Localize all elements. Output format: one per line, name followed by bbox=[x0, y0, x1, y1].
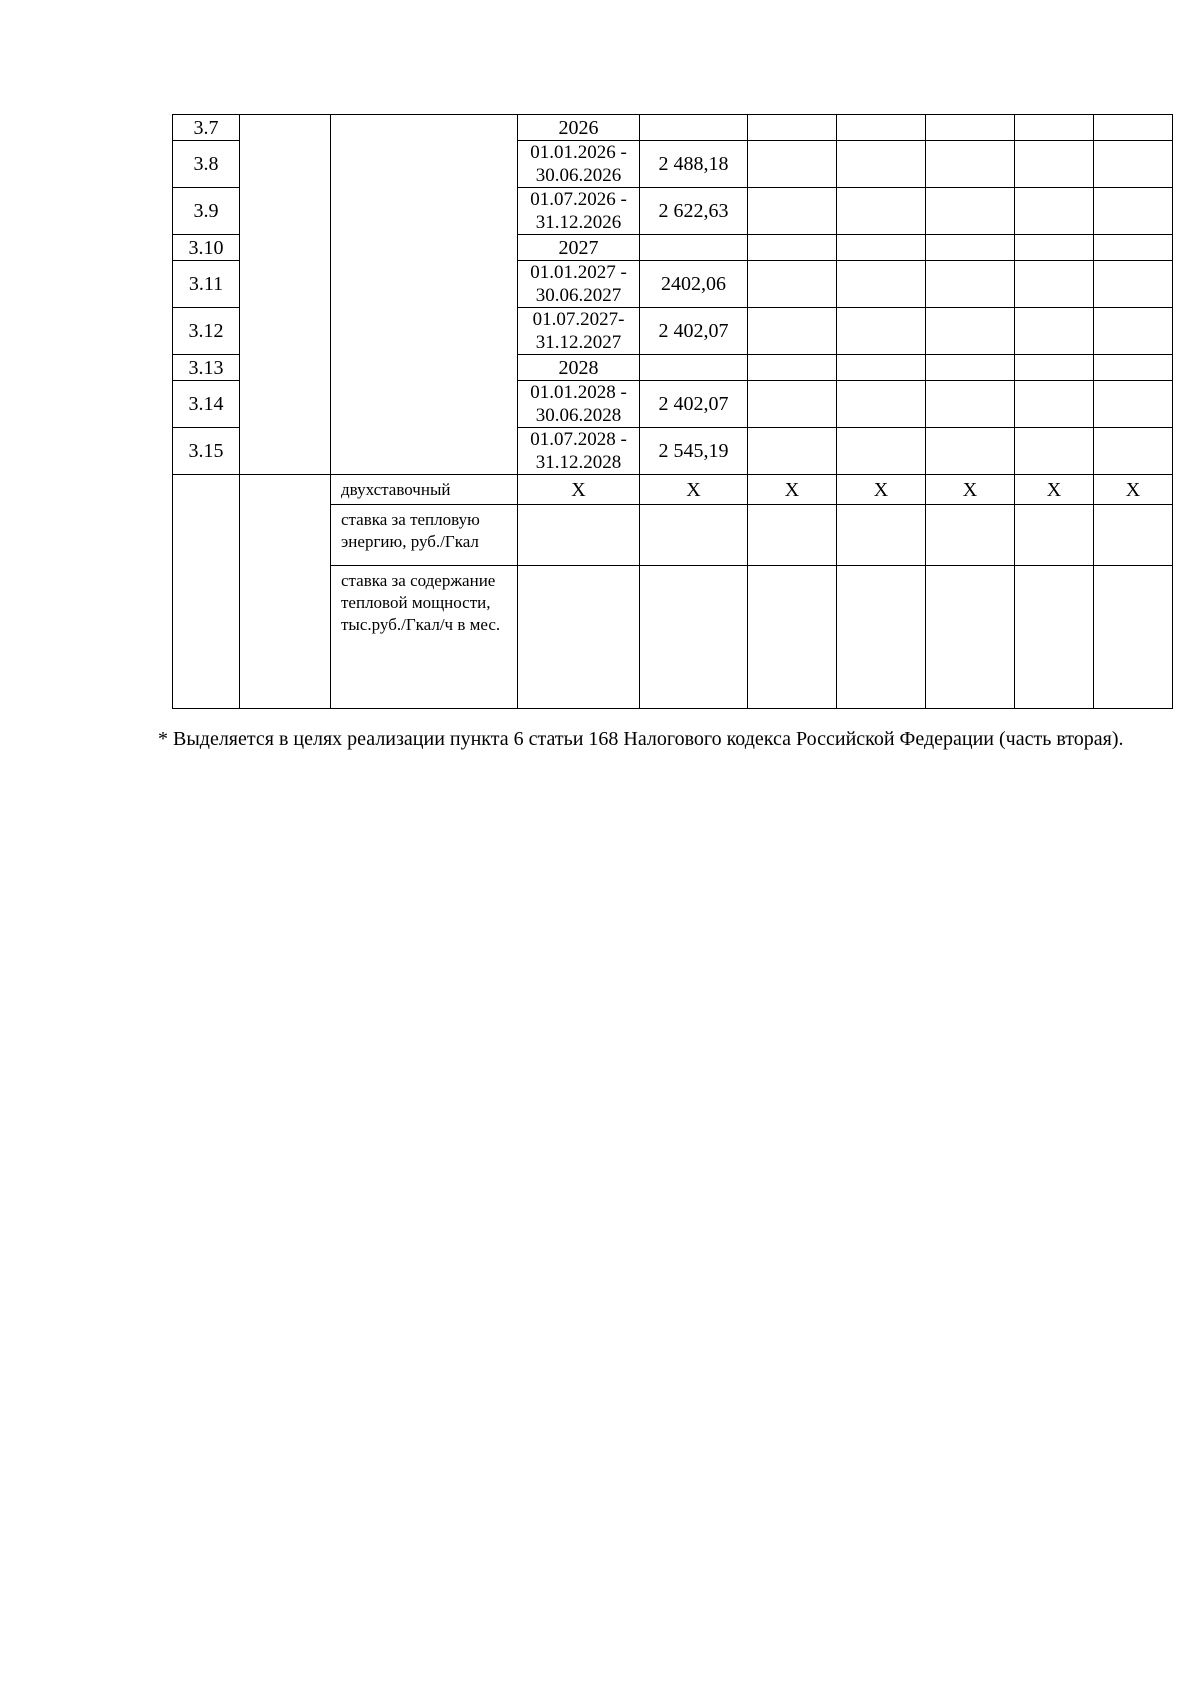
empty-cell bbox=[926, 235, 1015, 261]
empty-cell bbox=[1094, 381, 1173, 428]
empty-cell bbox=[640, 505, 748, 566]
empty-cell bbox=[926, 566, 1015, 709]
empty-cell bbox=[518, 505, 640, 566]
tariff-table bbox=[172, 114, 1173, 709]
empty-cell bbox=[748, 566, 837, 709]
empty-cell bbox=[748, 355, 837, 381]
empty-cell bbox=[926, 115, 1015, 141]
row-number: 3.10 bbox=[173, 235, 240, 261]
blank-cell bbox=[331, 115, 518, 475]
empty-cell bbox=[837, 308, 926, 355]
period-cell: 01.01.2027 - 30.06.2027 bbox=[518, 261, 640, 308]
empty-cell bbox=[1094, 566, 1173, 709]
empty-cell bbox=[640, 566, 748, 709]
empty-cell bbox=[1015, 566, 1094, 709]
value-cell: 2 545,19 bbox=[640, 428, 748, 475]
empty-cell bbox=[926, 428, 1015, 475]
two-rate-row bbox=[173, 475, 1173, 505]
x-mark: X bbox=[640, 475, 748, 505]
x-mark: X bbox=[926, 475, 1015, 505]
period-cell: 2027 bbox=[518, 235, 640, 261]
row-number: 3.12 bbox=[173, 308, 240, 355]
empty-cell bbox=[748, 188, 837, 235]
empty-cell bbox=[837, 141, 926, 188]
row-number: 3.9 bbox=[173, 188, 240, 235]
x-mark: X bbox=[748, 475, 837, 505]
two-rate-label: двухставочный bbox=[331, 475, 518, 505]
empty-cell bbox=[1015, 141, 1094, 188]
value-cell: 2402,06 bbox=[640, 261, 748, 308]
empty-cell bbox=[518, 566, 640, 709]
empty-cell bbox=[926, 141, 1015, 188]
empty-cell bbox=[1094, 355, 1173, 381]
empty-cell bbox=[926, 308, 1015, 355]
empty-cell bbox=[748, 505, 837, 566]
blank-cell bbox=[240, 475, 331, 709]
empty-cell bbox=[748, 141, 837, 188]
empty-cell bbox=[926, 355, 1015, 381]
row-number: 3.7 bbox=[173, 115, 240, 141]
empty-cell bbox=[1094, 235, 1173, 261]
x-mark: X bbox=[518, 475, 640, 505]
empty-cell bbox=[1015, 308, 1094, 355]
empty-cell bbox=[1094, 505, 1173, 566]
value-cell: 2 622,63 bbox=[640, 188, 748, 235]
value-cell bbox=[640, 235, 748, 261]
empty-cell bbox=[1015, 428, 1094, 475]
x-mark: X bbox=[1094, 475, 1173, 505]
empty-cell bbox=[837, 261, 926, 308]
empty-cell bbox=[1015, 261, 1094, 308]
row-number: 3.13 bbox=[173, 355, 240, 381]
value-cell: 2 402,07 bbox=[640, 381, 748, 428]
row-number: 3.8 bbox=[173, 141, 240, 188]
empty-cell bbox=[748, 428, 837, 475]
empty-cell bbox=[748, 381, 837, 428]
empty-cell bbox=[748, 235, 837, 261]
empty-cell bbox=[1015, 235, 1094, 261]
blank-cell bbox=[240, 115, 331, 475]
row-number: 3.15 bbox=[173, 428, 240, 475]
table-row bbox=[173, 115, 1173, 141]
empty-cell bbox=[837, 355, 926, 381]
empty-cell bbox=[1094, 308, 1173, 355]
period-cell: 01.07.2026 - 31.12.2026 bbox=[518, 188, 640, 235]
period-cell: 01.01.2028 - 30.06.2028 bbox=[518, 381, 640, 428]
empty-cell bbox=[748, 115, 837, 141]
value-cell bbox=[640, 115, 748, 141]
empty-cell bbox=[837, 381, 926, 428]
value-cell: 2 488,18 bbox=[640, 141, 748, 188]
empty-cell bbox=[1015, 188, 1094, 235]
energy-rate-label: ставка за тепловую энергию, руб./Гкал bbox=[331, 505, 518, 566]
empty-cell bbox=[926, 261, 1015, 308]
empty-cell bbox=[748, 261, 837, 308]
empty-cell bbox=[837, 505, 926, 566]
period-cell: 01.07.2028 - 31.12.2028 bbox=[518, 428, 640, 475]
empty-cell bbox=[926, 381, 1015, 428]
empty-cell bbox=[1094, 261, 1173, 308]
period-cell: 2026 bbox=[518, 115, 640, 141]
empty-cell bbox=[1015, 381, 1094, 428]
empty-cell bbox=[1015, 505, 1094, 566]
x-mark: X bbox=[837, 475, 926, 505]
period-cell: 01.07.2027- 31.12.2027 bbox=[518, 308, 640, 355]
empty-cell bbox=[837, 188, 926, 235]
value-cell: 2 402,07 bbox=[640, 308, 748, 355]
value-cell bbox=[640, 355, 748, 381]
row-number: 3.14 bbox=[173, 381, 240, 428]
footnote: * Выделяется в целях реализации пункта 6 статьи 168 Налогового кодекса Российской Федерации (часть вторая). bbox=[158, 728, 1124, 750]
empty-cell bbox=[1094, 428, 1173, 475]
row-number: 3.11 bbox=[173, 261, 240, 308]
empty-cell bbox=[1094, 188, 1173, 235]
empty-cell bbox=[837, 235, 926, 261]
empty-cell bbox=[926, 505, 1015, 566]
period-cell: 2028 bbox=[518, 355, 640, 381]
empty-cell bbox=[837, 115, 926, 141]
empty-cell bbox=[1094, 115, 1173, 141]
empty-cell bbox=[837, 566, 926, 709]
blank-cell bbox=[173, 475, 240, 709]
x-mark: X bbox=[1015, 475, 1094, 505]
empty-cell bbox=[748, 308, 837, 355]
power-rate-label: ставка за содержание тепловой мощности, тыс.руб./Гкал/ч в мес. bbox=[331, 566, 518, 709]
empty-cell bbox=[1015, 115, 1094, 141]
empty-cell bbox=[1015, 355, 1094, 381]
empty-cell bbox=[926, 188, 1015, 235]
period-cell: 01.01.2026 - 30.06.2026 bbox=[518, 141, 640, 188]
empty-cell bbox=[837, 428, 926, 475]
empty-cell bbox=[1094, 141, 1173, 188]
